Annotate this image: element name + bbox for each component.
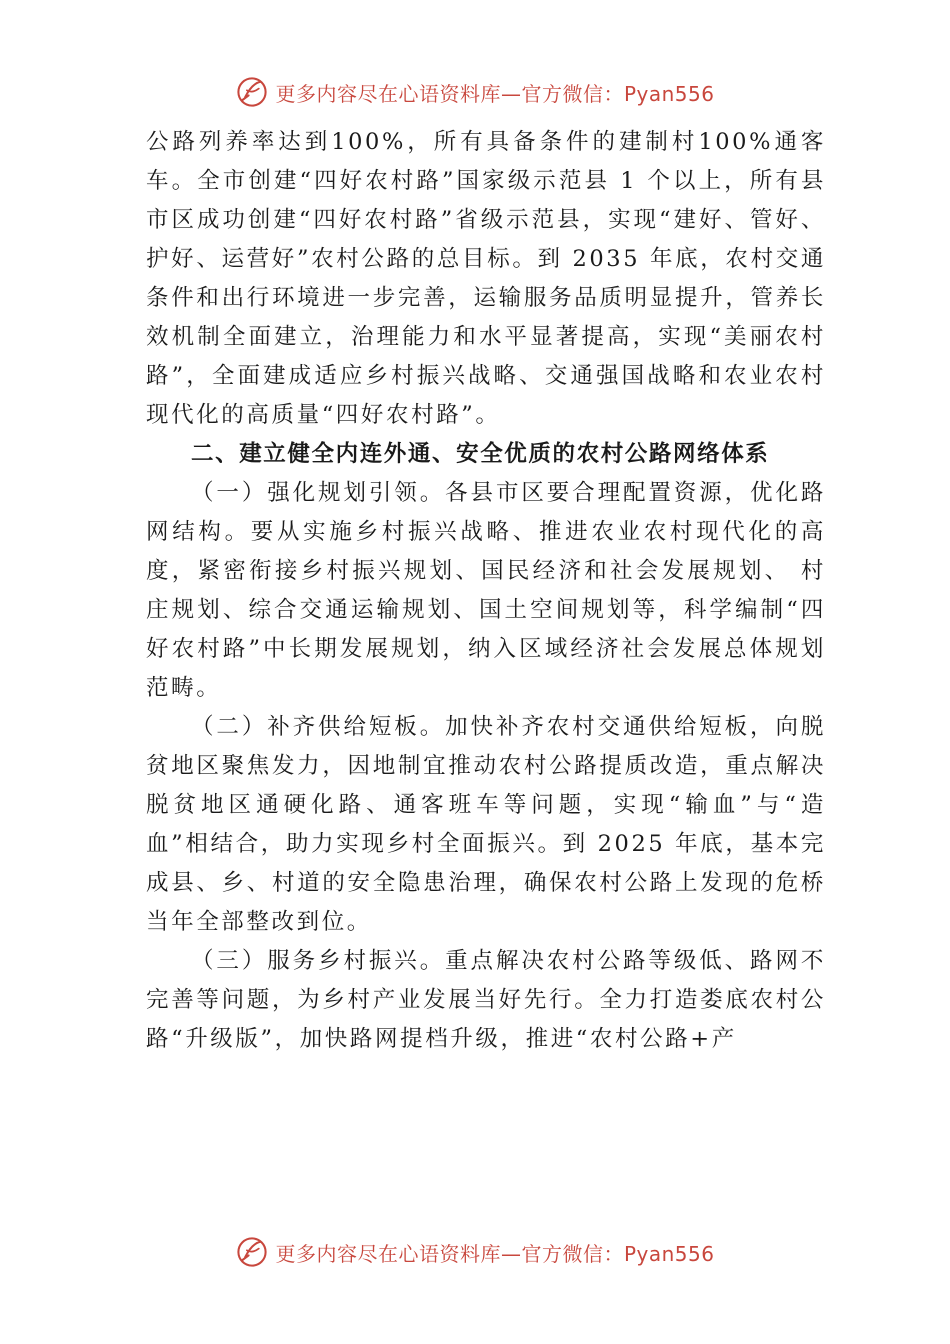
section-heading: 二、建立健全内连外通、安全优质的农村公路网络体系 — [191, 441, 770, 467]
paragraph-planning: （一）强化规划引领。各县市区要合理配置资源，优化路网结构。要从实施乡村振兴战略、推进农业农村现代化的高度，紧密衔接乡村振兴规划、国民经济和社会发展规划、 村庄规划、综合交通运输规划、国土空间规划等，科学编制“四好农村路”中长期发展规划，纳入区域经济社会发展总体规划范畴。 — [146, 480, 826, 701]
footer-banner — [0, 1232, 950, 1272]
library-logo-icon — [235, 1235, 269, 1269]
paragraph-continued: 公路列养率达到100%，所有具备条件的建制村100%通客车。全市创建“四好农村路”国家级示范县 1 个以上，所有县市区成功创建“四好农村路”省级示范县，实现“建好、管好、护好、运营好”农村公路的总目标。到 2035 年底，农村交通条件和出行环境进一步完善，运输服务品质明显提升，管养长效机制全面建立，治理能力和水平显著提高，实现“美丽农村路”，全面建成适应乡村振兴战略、交通强国战略和农业农村现代化的高质量“四好农村路”。 — [146, 129, 826, 428]
paragraph-supply: （二）补齐供给短板。加快补齐农村交通供给短板，向脱贫地区聚焦发力，因地制宜推动农村公路提质改造，重点解决脱贫地区通硬化路、通客班车等问题，实现“输血”与“造血”相结合，助力实现乡村全面振兴。到 2025 年底，基本完成县、乡、村道的安全隐患治理，确保农村公路上发现的危桥当年全部整改到位。 — [146, 714, 826, 935]
footer-banner-text: 更多内容尽在心语资料库—官方微信：Pyan556 — [275, 1241, 715, 1266]
library-logo-icon — [235, 75, 269, 109]
document-body — [146, 123, 826, 1059]
header-banner — [0, 72, 950, 112]
paragraph-rural-revitalization: （三）服务乡村振兴。重点解决农村公路等级低、路网不完善等问题，为乡村产业发展当好先行。全力打造娄底农村公路“升级版”，加快路网提档升级，推进“农村公路+产 — [146, 948, 826, 1052]
header-banner-text: 更多内容尽在心语资料库—官方微信：Pyan556 — [275, 81, 715, 106]
